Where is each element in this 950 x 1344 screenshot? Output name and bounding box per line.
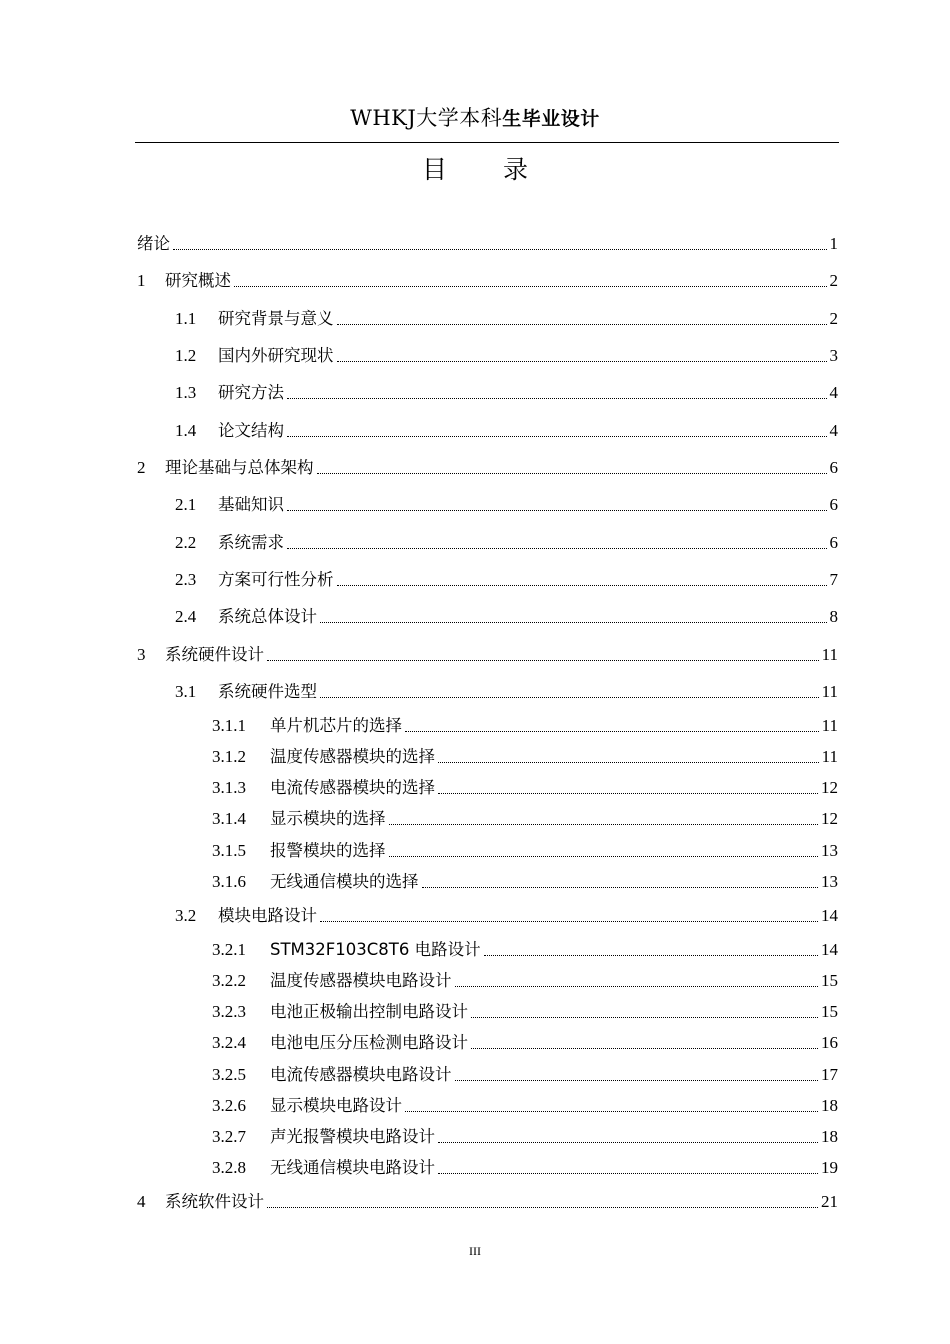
toc-entry-page: 1: [829, 234, 838, 253]
header-doc-type: 生毕业设计: [502, 108, 600, 130]
toc-entry-page: 7: [829, 570, 838, 589]
toc-entry-page: 17: [821, 1065, 838, 1084]
toc-entry-title: 温度传感器模块电路设计: [270, 971, 452, 990]
toc-entry-page: 8: [829, 607, 838, 626]
toc-entry-title: 基础知识: [218, 495, 284, 514]
toc-entry-page: 4: [829, 383, 838, 402]
toc-dot-leader: [484, 955, 818, 956]
toc-dot-leader: [337, 361, 827, 362]
toc-entry-number: 3.2.4: [212, 1033, 246, 1052]
toc-entry-title: 电流传感器模块的选择: [270, 778, 435, 797]
toc-entry-page: 18: [821, 1127, 838, 1146]
toc-entry-title: 单片机芯片的选择: [270, 716, 402, 735]
toc-entry-number: 3.2.3: [212, 1002, 246, 1021]
toc-entry-title: 电流传感器模块电路设计: [270, 1065, 452, 1084]
toc-entry[interactable]: [137, 643, 838, 667]
toc-entry-title: 研究概述: [165, 271, 231, 290]
toc-entry-title: 论文结构: [218, 421, 284, 440]
toc-entry[interactable]: [212, 1063, 838, 1087]
toc-entry-page: 14: [821, 940, 838, 959]
toc-entry-page: 19: [821, 1158, 838, 1177]
toc-entry-number: 1: [137, 271, 146, 290]
toc-entry[interactable]: [212, 745, 838, 769]
toc-dot-leader: [438, 793, 818, 794]
toc-entry-number: 1.3: [175, 383, 197, 402]
toc-entry-number: 2.2: [175, 533, 197, 552]
toc-dot-leader: [438, 1173, 818, 1174]
toc-entry-number: 2.1: [175, 495, 197, 514]
page-header: [0, 104, 950, 133]
toc-entry-title: 无线通信模块的选择: [270, 872, 419, 891]
toc-entry[interactable]: [175, 381, 838, 405]
toc-entry-title: 电池电压分压检测电路设计: [270, 1033, 468, 1052]
toc-dot-leader: [337, 324, 827, 325]
toc-entry[interactable]: [212, 1156, 838, 1180]
toc-dot-leader: [320, 697, 819, 698]
toc-entry[interactable]: [212, 870, 838, 894]
toc-entry-page: 21: [821, 1192, 838, 1211]
toc-dot-leader: [389, 856, 819, 857]
toc-entry-number: 3.1.4: [212, 809, 246, 828]
toc-entry-page: 13: [821, 872, 838, 891]
toc-entry-title: 系统硬件选型: [218, 682, 317, 701]
toc-entry-page: 2: [829, 271, 838, 290]
toc-entry-title: 方案可行性分析: [218, 570, 334, 589]
toc-entry[interactable]: [212, 1000, 838, 1024]
toc-entry-number: 3.2.6: [212, 1096, 246, 1115]
toc-dot-leader: [405, 731, 819, 732]
toc-entry-title: 模块电路设计: [218, 906, 317, 925]
toc-entry[interactable]: [212, 1094, 838, 1118]
toc-entry-page: 16: [821, 1033, 838, 1052]
toc-entry[interactable]: [175, 568, 838, 592]
toc-entry[interactable]: [137, 456, 838, 480]
toc-entry-page: 12: [821, 809, 838, 828]
toc-dot-leader: [438, 1142, 818, 1143]
toc-entry[interactable]: [212, 807, 838, 831]
toc-entry-number: 3.1.2: [212, 747, 246, 766]
toc-entry-number: 3: [137, 645, 146, 664]
toc-entry-title: 国内外研究现状: [218, 346, 334, 365]
toc-entry-page: 6: [829, 495, 838, 514]
toc-entry-number: 3.1.1: [212, 716, 246, 735]
toc-entry[interactable]: [175, 904, 838, 928]
toc-entry[interactable]: [212, 969, 838, 993]
toc-entry-page: 15: [821, 1002, 838, 1021]
toc-entry-page: 6: [829, 458, 838, 477]
toc-entry-page: 4: [829, 421, 838, 440]
toc-entry-number: 2.3: [175, 570, 197, 589]
toc-entry-page: 11: [821, 716, 838, 735]
toc-entry-page: 18: [821, 1096, 838, 1115]
toc-dot-leader: [287, 398, 827, 399]
header-rule: [135, 142, 839, 143]
toc-entry[interactable]: [175, 307, 838, 331]
toc-entry-number: 3.2.7: [212, 1127, 246, 1146]
toc-entry[interactable]: [175, 531, 838, 555]
toc-dot-leader: [287, 436, 827, 437]
toc-entry-title: 研究方法: [218, 383, 284, 402]
toc-entry[interactable]: [175, 344, 838, 368]
toc-entry[interactable]: [175, 419, 838, 443]
toc-entry-page: 11: [821, 645, 838, 664]
toc-entry-title: 电池正极输出控制电路设计: [270, 1002, 468, 1021]
toc-entry-number: 3.2.2: [212, 971, 246, 990]
toc-entry-number: 3.2.1: [212, 940, 246, 959]
toc-entry[interactable]: [175, 493, 838, 517]
toc-entry-number: 3.2: [175, 906, 197, 925]
header-school: WHKJ大学本科: [350, 106, 503, 130]
toc-dot-leader: [317, 473, 827, 474]
toc-entry-title: 温度传感器模块的选择: [270, 747, 435, 766]
toc-dot-leader: [234, 286, 827, 287]
toc-dot-leader: [320, 622, 827, 623]
toc-entry-title: 系统总体设计: [218, 607, 317, 626]
toc-dot-leader: [405, 1111, 818, 1112]
toc-entry-page: 2: [829, 309, 838, 328]
toc-dot-leader: [389, 824, 819, 825]
toc-entry-page: 12: [821, 778, 838, 797]
toc-dot-leader: [455, 986, 819, 987]
toc-dot-leader: [173, 249, 827, 250]
toc-entry[interactable]: [212, 776, 838, 800]
toc-entry-number: 3.1.3: [212, 778, 246, 797]
toc-entry-number: 4: [137, 1192, 146, 1211]
toc-entry-number: 3.1.6: [212, 872, 246, 891]
toc-entry[interactable]: [212, 714, 838, 738]
toc-entry-title: 报警模块的选择: [270, 841, 386, 860]
toc-entry[interactable]: [212, 839, 838, 863]
toc-dot-leader: [471, 1048, 818, 1049]
toc-entry-title: 系统硬件设计: [165, 645, 264, 664]
page-number: III: [469, 1244, 481, 1258]
toc-entry-title: 系统软件设计: [165, 1192, 264, 1211]
toc-entry-page: 3: [829, 346, 838, 365]
toc-entry-title: 研究背景与意义: [218, 309, 334, 328]
toc-entry-title: 绪论: [137, 234, 170, 253]
toc-entry-title: 系统需求: [218, 533, 284, 552]
toc-dot-leader: [438, 762, 819, 763]
toc-entry[interactable]: [175, 680, 838, 704]
toc-entry-title: 显示模块电路设计: [270, 1096, 402, 1115]
toc-entry-title: 理论基础与总体架构: [165, 458, 314, 477]
toc-entry-number: 3.1: [175, 682, 197, 701]
toc-entry-number: 1.2: [175, 346, 197, 365]
toc-entry[interactable]: [137, 269, 838, 293]
toc-entry[interactable]: [212, 1031, 838, 1055]
toc-entry-title: 无线通信模块电路设计: [270, 1158, 435, 1177]
toc-entry-page: 13: [821, 841, 838, 860]
toc-entry[interactable]: [212, 1125, 838, 1149]
toc-dot-leader: [422, 887, 819, 888]
toc-entry-number: 1.1: [175, 309, 197, 328]
toc-entry[interactable]: [212, 938, 838, 962]
toc-entry-number: 2.4: [175, 607, 197, 626]
toc-dot-leader: [287, 510, 827, 511]
toc-entry-title: 声光报警模块电路设计: [270, 1127, 435, 1146]
toc-entry-title: STM32F103C8T6 电路设计: [270, 940, 481, 959]
toc-entry-number: 3.1.5: [212, 841, 246, 860]
toc-entry[interactable]: [137, 232, 838, 256]
toc-entry-number: 3.2.8: [212, 1158, 246, 1177]
toc-entry-page: 11: [821, 682, 838, 701]
toc-entry-page: 14: [821, 906, 838, 925]
toc-dot-leader: [287, 548, 827, 549]
toc-entry-number: 3.2.5: [212, 1065, 246, 1084]
toc-entry-page: 11: [821, 747, 838, 766]
toc-dot-leader: [320, 921, 818, 922]
toc-entry-number: 1.4: [175, 421, 197, 440]
toc-entry-page: 6: [829, 533, 838, 552]
toc-title: 目 录: [422, 155, 552, 184]
toc-entry[interactable]: [175, 605, 838, 629]
toc-dot-leader: [337, 585, 827, 586]
toc-dot-leader: [267, 1207, 818, 1208]
toc-entry-page: 15: [821, 971, 838, 990]
toc-entry-number: 2: [137, 458, 146, 477]
toc-entry[interactable]: [137, 1190, 838, 1214]
toc-dot-leader: [471, 1017, 818, 1018]
toc-dot-leader: [267, 660, 819, 661]
toc-dot-leader: [455, 1080, 819, 1081]
toc-entry-title: 显示模块的选择: [270, 809, 386, 828]
